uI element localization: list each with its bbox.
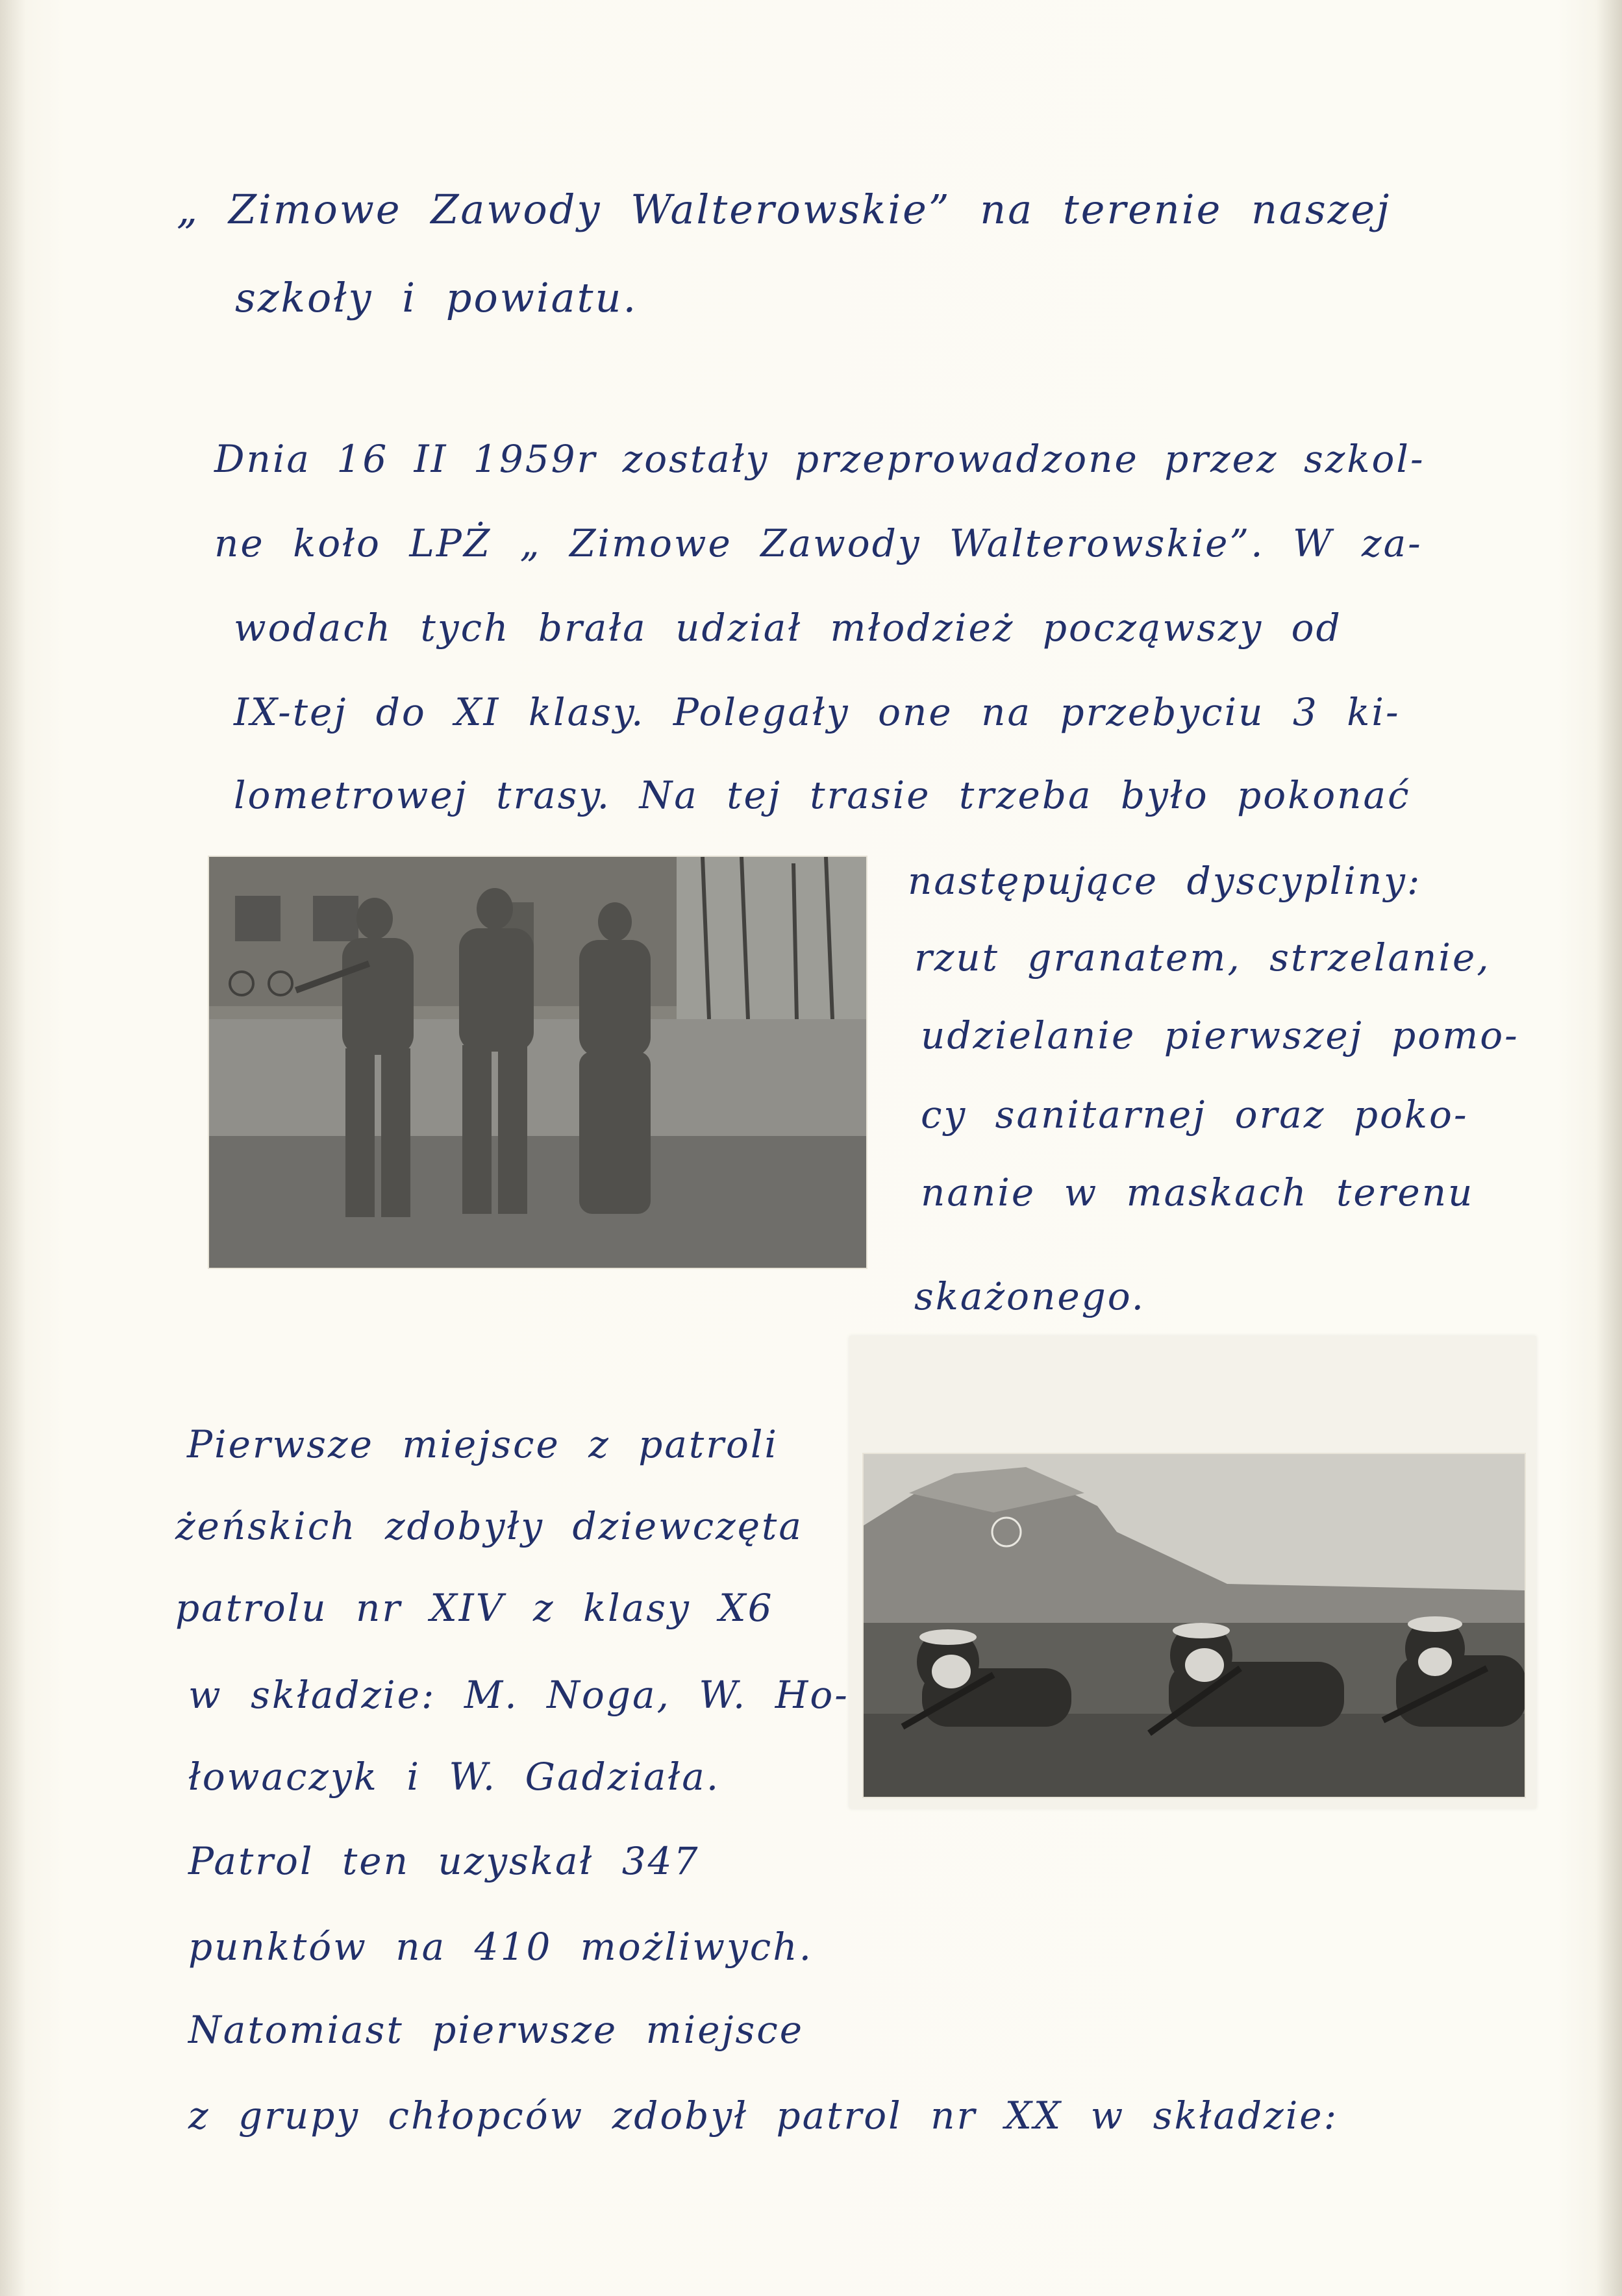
text-line-4: ne koło LPŻ „ Zimowe Zawody Walterowskie”. W za-	[214, 521, 1423, 565]
text-line-22: z grupy chłopców zdobył patrol nr XX w składzie:	[188, 2093, 1339, 2138]
text-line-17: w składzie: M. Noga, W. Ho-	[188, 1673, 849, 1717]
text-line-5: wodach tych brała udział młodzież począwszy od	[234, 606, 1342, 650]
text-line-16: patrolu nr XIV z klasy X6	[175, 1586, 774, 1630]
heading-line-1: „ Zimowe Zawody Walterowskie” na terenie naszej	[177, 186, 1391, 233]
text-line-10: udzielanie pierwszej pomo-	[921, 1013, 1519, 1057]
text-line-18: łowaczyk i W. Gadziała.	[188, 1755, 721, 1799]
text-line-15: żeńskich zdobyły dziewczęta	[175, 1504, 803, 1548]
photo-three-boys-graphic	[209, 857, 866, 1268]
text-line-14: Pierwsze miejsce z patroli	[187, 1422, 779, 1466]
text-line-21: Natomiast pierwsze miejsce	[188, 2008, 805, 2052]
photo-three-girls	[864, 1454, 1525, 1797]
text-line-11: cy sanitarnej oraz poko-	[921, 1092, 1469, 1137]
page-edge-left	[0, 0, 26, 2296]
photo-three-boys	[209, 857, 866, 1268]
text-line-12: nanie w maskach terenu	[921, 1170, 1475, 1215]
text-line-9: rzut granatem, strzelanie,	[914, 935, 1491, 980]
text-line-13: skażonego.	[914, 1274, 1146, 1318]
heading-line-2: szkoły i powiatu.	[235, 274, 638, 321]
text-line-8: następujące dyscypliny:	[908, 859, 1422, 903]
photo-three-girls-graphic	[864, 1454, 1525, 1797]
text-line-7: lometrowej trasy. Na tej trasie trzeba było pokonać	[234, 773, 1411, 817]
text-line-20: punktów na 410 możliwych.	[188, 1925, 814, 1969]
text-line-6: IX-tej do XI klasy. Polegały one na przebyciu 3 ki-	[234, 690, 1401, 734]
text-line-3: Dnia 16 II 1959r zostały przeprowadzone przez szkol-	[214, 437, 1425, 481]
page-edge-right	[1596, 0, 1622, 2296]
text-line-19: Patrol ten uzyskał 347	[188, 1839, 700, 1883]
